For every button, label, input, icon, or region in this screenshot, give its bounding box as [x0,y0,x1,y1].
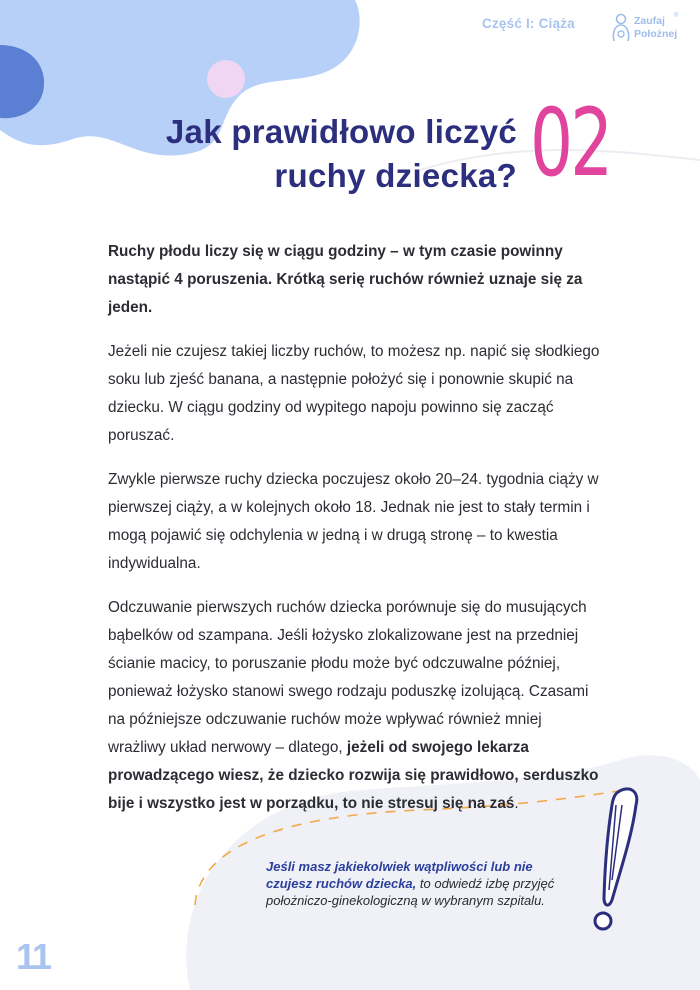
chapter-number: 02 [530,89,611,198]
main-content [108,238,600,834]
callout-highlight: Jeśli masz jakiekolwiek wątpliwości lub nie czujesz ruchów dziecka, [266,859,533,891]
paragraph-3-bold: jeżeli od swojego lekarza prowadzącego wiesz, że dziecko rozwija się prawidłowo, serduszko bije i wszystko jest w porządku, to nie stresuj się na zaś [108,739,599,812]
paragraph-1: Jeżeli nie czujesz takiej liczby ruchów, to możesz np. napić się słodkiego soku lub zjeść banana, a następnie położyć się i ponownie skupić na dziecku. W ciągu godziny od wypitego napoju powinno się zacząć poruszać. [108,343,600,444]
paragraph-2: Zwykle pierwsze ruchy dziecka poczujesz około 20–24. tygodnia ciąży w pierwszej ciąży, a w kolejnych około 18. Jednak nie jest to stały termin i mogą pojawić się odchylenia w jedną i w drugą stronę – to kwestia indywidualna. [108,471,599,572]
paragraph-3-text: Odczuwanie pierwszych ruchów dziecka porównuje się do musujących bąbelków od szampana. Jeśli łożysko zlokalizowane jest na przedniej ścianie macicy, to poruszanie płodu może być odczuwalne później, ponieważ łożysko stanowi swego rodzaju poduszkę izolującą. Czasami na późniejsze odczuwanie ruchów może wpływać również mniej wrażliwy układ nerwowy – dlatego, [108,599,589,756]
callout-box [266,858,566,909]
paragraph-3 [108,594,600,818]
blob-pink-dot [207,60,245,98]
lead-paragraph: Ruchy płodu liczy się w ciągu godziny – w tym czasie powinny nastąpić 4 poruszenia. Krótką serię ruchów również uznaje się za jeden. [108,243,583,316]
logo-registered-mark: ® [674,13,679,19]
logo-text [634,15,677,41]
logo-line-2: Położnej [634,28,678,40]
callout-text: to odwiedź izbę przyjęć położniczo-ginekologiczną w wybranym szpitalu. [266,876,555,908]
brand-logo [610,13,690,45]
page-number: 11 [16,936,51,977]
section-label: Część I: Ciąża [482,16,575,31]
mother-child-icon [610,13,632,43]
title-line-1: Jak prawidłowo liczyć [165,113,517,150]
page-title [166,110,517,198]
logo-line-1: Zaufaj [634,15,665,27]
paragraph-3-end: . [514,795,519,812]
title-line-2: ruchy dziecka? [274,157,517,194]
